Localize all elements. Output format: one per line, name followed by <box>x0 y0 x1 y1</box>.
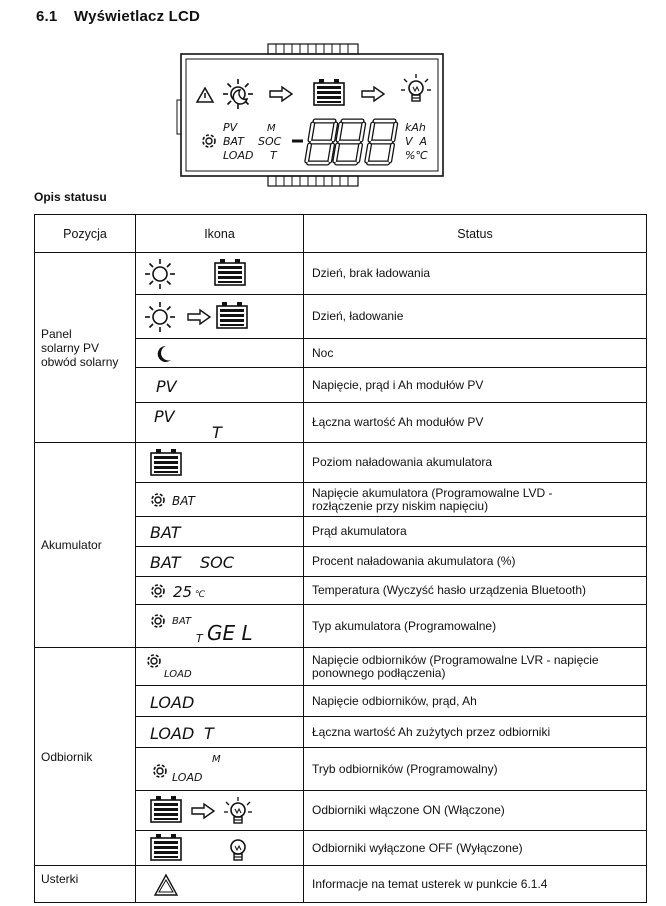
icon-load-text: LOAD <box>172 770 203 784</box>
group-load-position: Odbiornik <box>35 648 136 866</box>
status-text: Napięcie, prąd i Ah modułów PV <box>304 368 647 403</box>
status-text: Napięcie odbiorników, prąd, Ah <box>304 686 647 717</box>
table-row <box>35 253 647 295</box>
icon-cell <box>136 339 304 368</box>
icon-m-text: M <box>212 753 221 765</box>
lcd-label-bat: BAT <box>223 135 244 148</box>
section-title: Wyświetlacz LCD <box>74 8 201 25</box>
status-text: Noc <box>304 339 647 368</box>
icon-bat-text: BAT <box>172 615 192 627</box>
bulb-icon <box>224 797 252 823</box>
icon-load-text: LOAD <box>150 692 195 712</box>
gear-icon <box>148 655 160 667</box>
lcd-unit-kah: kAh <box>405 121 426 134</box>
bulb-icon <box>401 74 431 101</box>
gear-icon <box>154 765 166 777</box>
lcd-label-load: LOAD <box>223 149 254 162</box>
bulb-icon <box>231 840 245 860</box>
lcd-unit-va: V A <box>405 135 428 148</box>
icon-cell <box>136 443 304 483</box>
group-pv-position: Panel solarny PV obwód solarny <box>35 253 136 443</box>
section-number: 6.1 <box>36 8 58 25</box>
group-faults-position: Usterki <box>35 866 136 903</box>
header-position: Pozycja <box>35 215 136 253</box>
table-row <box>35 648 647 686</box>
warning-icon <box>155 875 177 895</box>
lcd-outer-frame <box>181 54 443 176</box>
battery-icon <box>151 796 181 822</box>
lcd-unit-percent-degc: %℃ <box>405 149 428 162</box>
icon-cell <box>136 295 304 339</box>
icon-t-text: T <box>212 422 222 442</box>
battery-icon <box>217 302 247 328</box>
lcd-label-soc: SOC <box>258 135 282 148</box>
status-text: Odbiorniki włączone ON (Włączone) <box>304 791 647 831</box>
icon-cell <box>136 686 304 717</box>
icon-pv-text: PV <box>156 376 177 396</box>
lcd-top-connector <box>268 44 358 54</box>
lcd-label-pv: PV <box>223 121 238 134</box>
lcd-label-t: T <box>270 149 277 162</box>
arrow-icon <box>362 87 384 101</box>
icon-cell <box>136 831 304 866</box>
battery-icon <box>215 259 245 285</box>
status-text: Odbiorniki wyłączone OFF (Wyłączone) <box>304 831 647 866</box>
status-text: Typ akumulatora (Programowalne) <box>304 605 647 648</box>
icon-bat-text: BAT <box>150 522 181 542</box>
table-header-row <box>35 215 647 253</box>
table-row <box>35 443 647 483</box>
sun-icon <box>145 302 175 332</box>
lcd-display-illustration <box>0 0 666 190</box>
icon-cell <box>136 483 304 517</box>
battery-icon <box>151 449 181 475</box>
icon-temp-text: 25 <box>173 582 193 601</box>
status-text: Łączna wartość Ah modułów PV <box>304 403 647 443</box>
icon-cell <box>136 866 304 903</box>
icon-cell <box>136 791 304 831</box>
icon-cell <box>136 648 304 686</box>
gear-icon <box>203 135 215 147</box>
icon-cell <box>136 748 304 791</box>
status-text: Tryb odbiorników (Programowalny) <box>304 748 647 791</box>
icon-load-text: LOAD <box>164 668 192 680</box>
icon-cell <box>136 577 304 605</box>
status-text: Napięcie odbiorników (Programowalne LVR - napięcie ponownego podłączenia) <box>304 648 647 686</box>
icon-soc-text: SOC <box>200 552 234 572</box>
icon-gel-text: GE L <box>207 620 253 645</box>
gear-icon <box>152 494 164 506</box>
table-row <box>35 866 647 903</box>
moon-icon <box>158 345 171 361</box>
status-text: Procent naładowania akumulatora (%) <box>304 547 647 577</box>
icon-load-text: LOAD <box>150 723 195 743</box>
lcd-label-m: M <box>267 123 276 134</box>
arrow-icon <box>270 87 292 101</box>
status-subtitle: Opis statusu <box>34 190 107 204</box>
status-text: Prąd akumulatora <box>304 517 647 547</box>
status-text: Napięcie akumulatora (Programowalne LVD - rozłączenie przy niskim napięciu) <box>304 483 647 517</box>
icon-cell <box>136 253 304 295</box>
header-icon: Ikona <box>136 215 304 253</box>
status-text: Poziom naładowania akumulatora <box>304 443 647 483</box>
lcd-digits <box>307 121 396 164</box>
icon-cell <box>136 517 304 547</box>
status-table <box>34 214 647 903</box>
arrow-icon <box>192 804 214 818</box>
icon-bat-text: BAT <box>150 552 181 572</box>
sun-icon <box>145 259 175 289</box>
gear-icon <box>152 615 164 627</box>
arrow-icon <box>188 310 210 324</box>
icon-bat-text: BAT <box>172 493 195 508</box>
icon-cell <box>136 368 304 403</box>
status-text: Dzień, ładowanie <box>304 295 647 339</box>
header-status: Status <box>304 215 647 253</box>
icon-pv-text: PV <box>154 406 175 426</box>
battery-icon <box>151 834 181 860</box>
battery-icon <box>314 79 344 105</box>
warning-icon <box>197 88 213 102</box>
icon-degc-text: ℃ <box>195 589 206 600</box>
icon-t-text: T <box>196 631 203 645</box>
icon-cell <box>136 605 304 648</box>
icon-cell <box>136 403 304 443</box>
gear-icon <box>152 585 164 597</box>
lcd-bottom-connector <box>268 176 358 186</box>
status-text: Informacje na temat usterek w punkcie 6.1.4 <box>304 866 647 903</box>
group-battery-position: Akumulator <box>35 443 136 648</box>
status-text: Temperatura (Wyczyść hasło urządzenia Bluetooth) <box>304 577 647 605</box>
icon-t-text: T <box>204 723 214 743</box>
status-text: Dzień, brak ładowania <box>304 253 647 295</box>
icon-cell <box>136 547 304 577</box>
icon-cell <box>136 717 304 748</box>
status-text: Łączna wartość Ah zużytych przez odbiorniki <box>304 717 647 748</box>
